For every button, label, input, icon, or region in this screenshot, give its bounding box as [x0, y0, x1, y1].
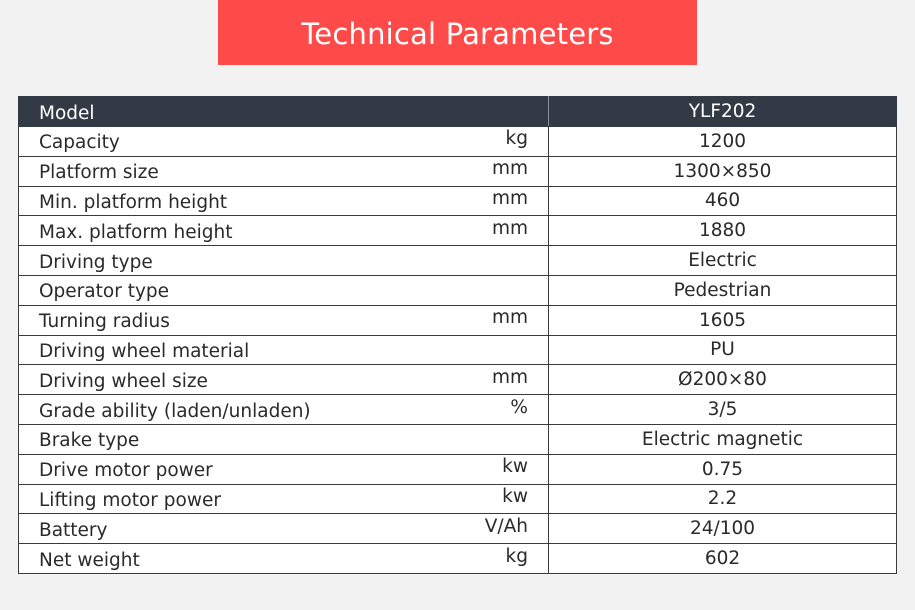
- row-label-cell: [19, 216, 549, 246]
- row-unit: mm: [491, 187, 528, 209]
- table-row: [19, 335, 897, 365]
- row-label-cell: [19, 246, 549, 276]
- table-header-row: [19, 97, 897, 127]
- row-label-cell: [19, 484, 549, 514]
- table-row: [19, 395, 897, 425]
- row-unit: mm: [491, 217, 528, 239]
- row-value: 602: [549, 544, 897, 574]
- row-label-cell: [19, 186, 549, 216]
- row-unit: mm: [491, 158, 528, 180]
- row-value: Electric magnetic: [549, 424, 897, 454]
- table-row: [19, 484, 897, 514]
- row-value: 24/100: [549, 514, 897, 544]
- row-label-cell: [19, 395, 549, 425]
- table-row: [19, 365, 897, 395]
- row-unit: kg: [505, 545, 528, 567]
- row-unit: kg: [505, 128, 528, 150]
- row-label: Driving wheel size: [39, 370, 208, 392]
- row-value: 460: [549, 186, 897, 216]
- row-value: 0.75: [549, 454, 897, 484]
- table-row: [19, 275, 897, 305]
- row-value: Electric: [549, 246, 897, 276]
- table-row: [19, 424, 897, 454]
- row-label-cell: [19, 454, 549, 484]
- row-unit: %: [510, 396, 528, 418]
- row-label: Net weight: [39, 549, 140, 571]
- row-unit: mm: [491, 307, 528, 329]
- row-value: 1880: [549, 216, 897, 246]
- header-label: Model: [39, 102, 95, 124]
- page-title: Technical Parameters: [218, 0, 697, 65]
- row-label: Lifting motor power: [39, 490, 221, 512]
- row-unit: mm: [491, 366, 528, 388]
- row-value: 3/5: [549, 395, 897, 425]
- row-label-cell: [19, 305, 549, 335]
- row-value: 1300×850: [549, 156, 897, 186]
- row-label: Driving type: [39, 251, 153, 273]
- row-label-cell: [19, 424, 549, 454]
- row-value: 2.2: [549, 484, 897, 514]
- row-label: Grade ability (laden/unladen): [39, 400, 311, 422]
- row-value: Ø200×80: [549, 365, 897, 395]
- row-label-cell: [19, 514, 549, 544]
- row-label-cell: [19, 275, 549, 305]
- table-row: [19, 454, 897, 484]
- row-value: 1605: [549, 305, 897, 335]
- row-label-cell: [19, 365, 549, 395]
- table-row: [19, 544, 897, 574]
- row-value: 1200: [549, 127, 897, 157]
- row-label-cell: [19, 127, 549, 157]
- table-row: [19, 305, 897, 335]
- row-label-cell: [19, 156, 549, 186]
- row-label-cell: [19, 335, 549, 365]
- table-row: [19, 186, 897, 216]
- row-label: Operator type: [39, 281, 170, 303]
- header-model-value: YLF202: [549, 97, 897, 127]
- row-label: Driving wheel material: [39, 341, 250, 363]
- row-label: Platform size: [39, 162, 159, 184]
- table-row: [19, 246, 897, 276]
- row-label: Brake type: [39, 430, 140, 452]
- table-row: [19, 216, 897, 246]
- row-label: Battery: [39, 519, 108, 541]
- table-row: [19, 127, 897, 157]
- table-row: [19, 156, 897, 186]
- row-value: PU: [549, 335, 897, 365]
- row-label: Turning radius: [39, 311, 170, 333]
- row-label-cell: [19, 544, 549, 574]
- row-label: Drive motor power: [39, 460, 213, 482]
- technical-parameters-table: [18, 96, 897, 574]
- row-unit: kw: [502, 456, 528, 478]
- row-unit: V/Ah: [484, 515, 528, 537]
- row-unit: kw: [502, 485, 528, 507]
- row-label: Capacity: [39, 132, 120, 154]
- table-row: [19, 514, 897, 544]
- row-label: Max. platform height: [39, 221, 233, 243]
- header-label-cell: [19, 97, 549, 127]
- row-label: Min. platform height: [39, 192, 228, 214]
- row-value: Pedestrian: [549, 275, 897, 305]
